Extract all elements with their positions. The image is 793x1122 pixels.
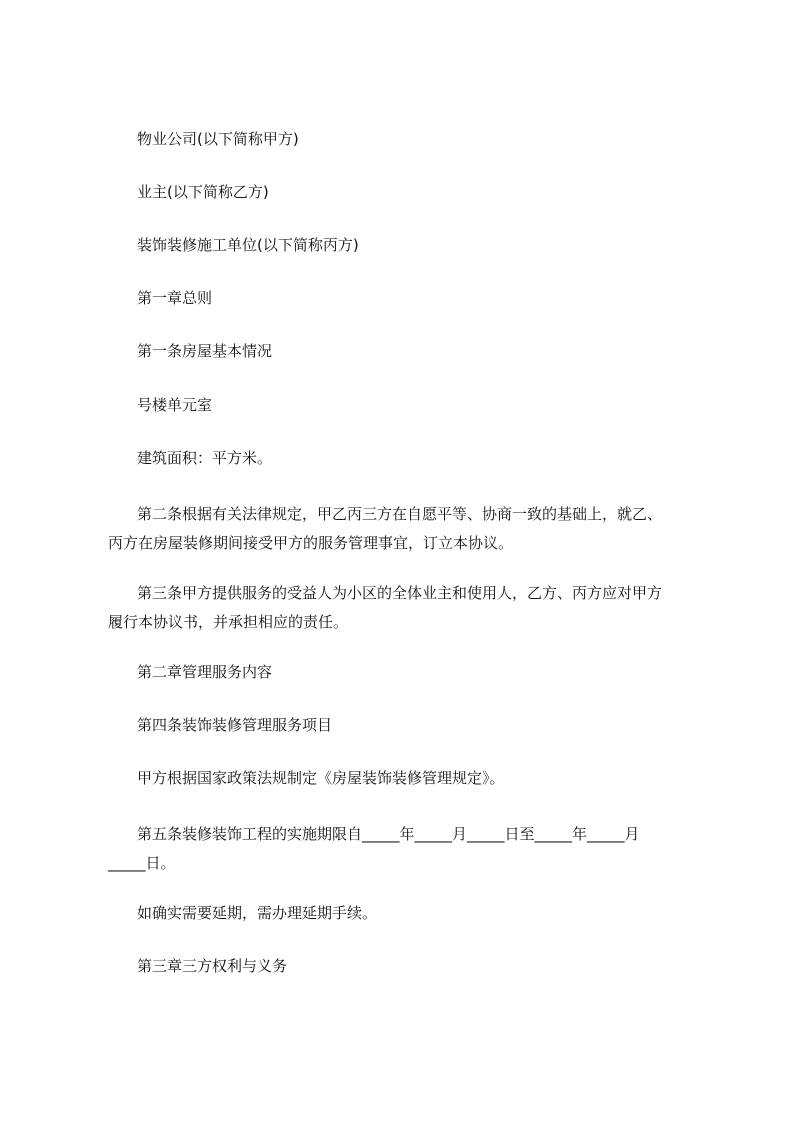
chapter-1-heading: 第一章总则 [137,289,213,307]
party-a-line: 物业公司(以下简称甲方) [137,130,299,148]
regulation-line: 甲方根据国家政策法规制定《房屋装饰装修管理规定》。 [137,769,505,787]
article-4-heading: 第四条装饰装修管理服务项目 [137,716,333,734]
article-5-paragraph: 第五条装修装饰工程的实施期限自_____年_____月_____日至_____年_____月_____日。 [108,825,640,872]
extension-line: 如确实需要延期，需办理延期手续。 [137,904,378,922]
article-3-paragraph: 第三条甲方提供服务的受益人为小区的全体业主和使用人，乙方、丙方应对甲方履行本协议书，并承担相应的责任。 [108,584,663,631]
floor-area-line: 建筑面积：平方米。 [137,449,273,467]
room-address-line: 号楼单元室 [137,396,213,414]
chapter-3-heading: 第三章三方权利与义务 [137,957,288,975]
article-1-heading: 第一条房屋基本情况 [137,342,273,360]
party-b-line: 业主(以下简称乙方) [137,183,269,201]
party-c-line: 装饰装修施工单位(以下简称丙方) [137,236,359,254]
chapter-2-heading: 第二章管理服务内容 [137,663,273,681]
article-2-paragraph: 第二条根据有关法律规定，甲乙丙三方在自愿平等、协商一致的基础上，就乙、丙方在房屋装修期间接受甲方的服务管理事宜，订立本协议。 [108,505,663,552]
